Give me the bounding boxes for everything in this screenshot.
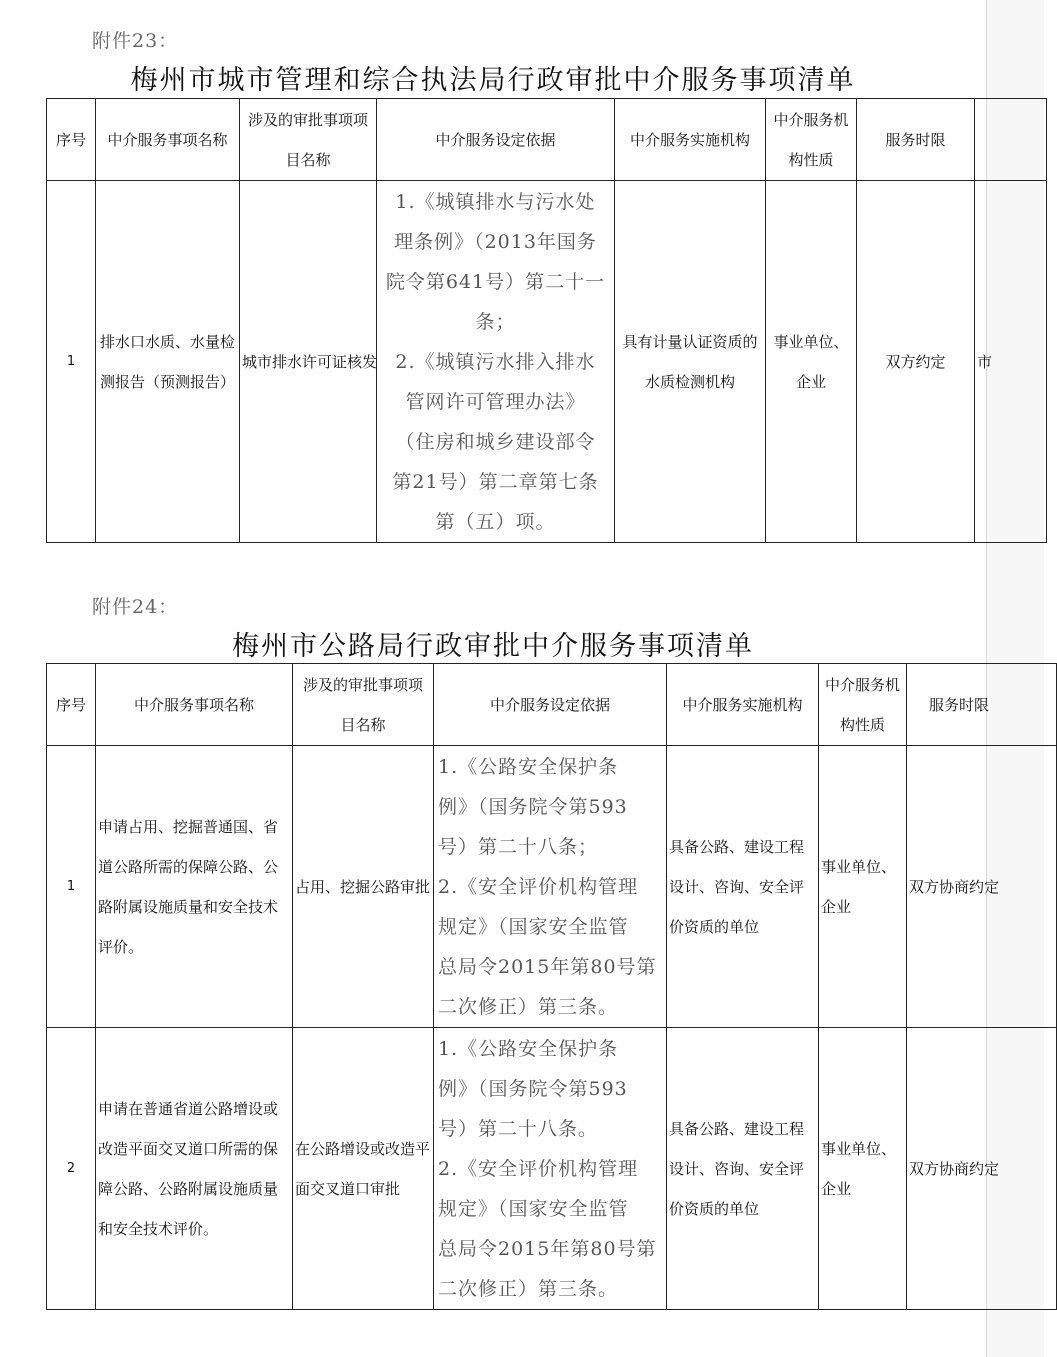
doc1-header-row <box>47 99 1047 181</box>
row-seq: 1 <box>47 746 96 1028</box>
header-nature: 中介服务机 构性质 <box>766 99 857 181</box>
row-basis: 1.《公路安全保护条 例》（国务院令第593 号）第二十八条。 2.《安全评价机构管理 规定》（国家安全监管 总局令2015年第80号第 二次修正）第三条。 <box>434 1028 667 1310</box>
doc2-table-wrap <box>46 663 1000 1311</box>
attachment-label-23: 附件23： <box>92 30 179 52</box>
table-row <box>47 746 1057 1028</box>
doc1-table <box>46 98 1047 543</box>
doc1-title: 梅州市城市管理和综合执法局行政审批中介服务事项清单 <box>130 65 856 96</box>
header-seq: 序号 <box>47 99 96 181</box>
table-row <box>47 181 1047 543</box>
row-basis: 1.《公路安全保护条 例》（国务院令第593 号）第二十八条； 2.《安全评价机构管理 规定》（国家安全监管 总局令2015年第80号第 二次修正）第三条。 <box>434 746 667 1028</box>
row-item-name: 排水口水质、水量检测报告（预测报告） <box>96 181 240 543</box>
header-basis: 中介服务设定依据 <box>377 99 615 181</box>
attachment-label-24: 附件24： <box>92 596 179 618</box>
row-agency: 具有计量认证资质的水质检测机构 <box>615 181 766 543</box>
header-seq: 序号 <box>47 664 96 746</box>
doc2-title: 梅州市公路局行政审批中介服务事项清单 <box>232 631 754 662</box>
header-approval: 涉及的审批事项项 目名称 <box>293 664 434 746</box>
table-row <box>47 1028 1057 1310</box>
row-nature: 事业单位、企业 <box>819 746 907 1028</box>
row-agency: 具备公路、建设工程设计、咨询、安全评价资质的单位 <box>667 746 819 1028</box>
row-nature: 事业单位、企业 <box>766 181 857 543</box>
row-item-name: 申请占用、挖掘普通国、省道公路所需的保障公路、公路附属设施质量和安全技术评价。 <box>96 746 293 1028</box>
row-nature: 事业单位、企业 <box>819 1028 907 1310</box>
header-extra <box>975 99 1047 181</box>
doc2-header-row <box>47 664 1057 746</box>
row-approval: 城市排水许可证核发 <box>240 181 377 543</box>
row-agency: 具备公路、建设工程设计、咨询、安全评价资质的单位 <box>667 1028 819 1310</box>
doc1-table-wrap <box>46 98 993 544</box>
header-nature: 中介服务机 构性质 <box>819 664 907 746</box>
header-agency: 中介服务实施机构 <box>667 664 819 746</box>
row-seq: 1 <box>47 181 96 543</box>
row-seq: 2 <box>47 1028 96 1310</box>
row-time-limit: 双方协商约定 <box>907 1028 1057 1310</box>
header-basis: 中介服务设定依据 <box>434 664 667 746</box>
header-item-name: 中介服务事项名称 <box>96 99 240 181</box>
header-time-limit: 服务时限 <box>907 664 1057 746</box>
row-item-name: 申请在普通省道公路增设或改造平面交叉道口所需的保障公路、公路附属设施质量和安全技术评价。 <box>96 1028 293 1310</box>
row-time-limit: 双方协商约定 <box>907 746 1057 1028</box>
header-approval: 涉及的审批事项项 目名称 <box>240 99 377 181</box>
row-basis: 1.《城镇排水与污水处 理条例》（2013年国务 院令第641号）第二十一 条； 2.《城镇污水排入排水 管网许可管理办法》 （住房和城乡建设部令 第21号）第二章第七条 第（五）项。 <box>377 181 615 543</box>
row-extra: 市 <box>975 181 1047 543</box>
row-time-limit: 双方约定 <box>857 181 975 543</box>
doc2-table <box>46 663 1057 1310</box>
row-approval: 占用、挖掘公路审批 <box>293 746 434 1028</box>
header-time-limit: 服务时限 <box>857 99 975 181</box>
row-approval: 在公路增设或改造平面交叉道口审批 <box>293 1028 434 1310</box>
header-item-name: 中介服务事项名称 <box>96 664 293 746</box>
header-agency: 中介服务实施机构 <box>615 99 766 181</box>
